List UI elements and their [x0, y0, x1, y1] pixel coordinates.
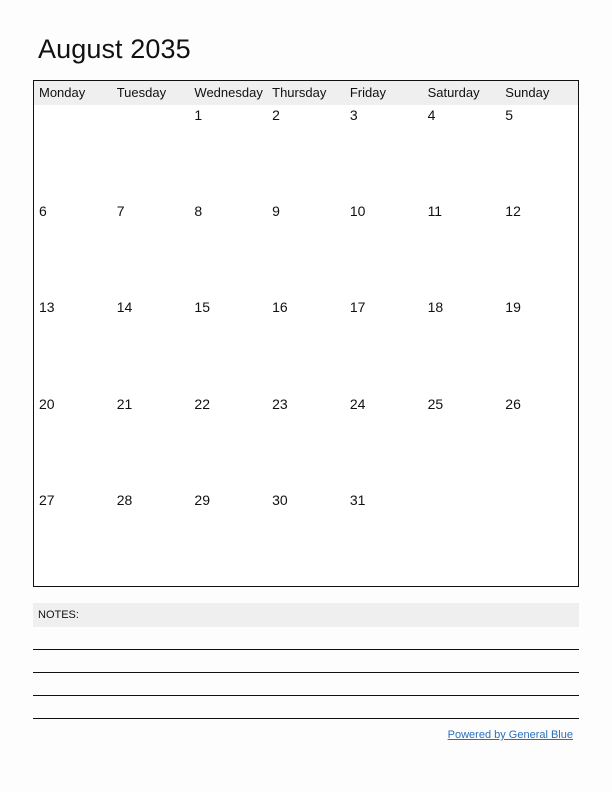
note-line: [33, 672, 579, 673]
day-cell: 31: [349, 491, 366, 508]
day-cell: 4: [427, 107, 436, 123]
page-title: August 2035: [38, 34, 191, 64]
day-cell: 28: [116, 491, 133, 508]
day-cell: 29: [194, 491, 210, 508]
day-cell: 11: [427, 203, 443, 220]
day-cell: 14: [116, 299, 133, 316]
day-cell: 23: [272, 395, 288, 412]
weekday-monday: Monday: [39, 85, 86, 100]
day-cell: 18: [427, 299, 444, 316]
day-cell: 25: [427, 395, 444, 412]
day-cell: 7: [116, 203, 125, 220]
day-cell: 3: [349, 107, 358, 123]
weekday-saturday: Saturday: [427, 85, 480, 100]
day-cell: 27: [39, 491, 55, 508]
note-line: [33, 649, 579, 650]
weekday-wednesday: Wednesday: [194, 85, 263, 100]
notes-header: [33, 603, 579, 627]
empty-day-cell: [423, 490, 501, 586]
powered-by-link[interactable]: Powered by General Blue: [447, 729, 573, 741]
calendar-grid: [33, 80, 579, 587]
day-cell: 22: [194, 395, 210, 412]
weeks-container: [34, 105, 578, 586]
day-cell: 16: [272, 299, 288, 316]
day-cell: 24: [349, 395, 366, 412]
empty-day-cell: [500, 490, 578, 586]
week-row: [34, 105, 578, 201]
day-cell: 5: [505, 107, 514, 123]
empty-day-cell: [112, 105, 190, 201]
week-row: [34, 297, 578, 393]
weekday-tuesday: Tuesday: [116, 85, 167, 100]
day-cell: 13: [39, 299, 55, 316]
day-cell: 9: [272, 203, 280, 220]
weekday-sunday: Sunday: [505, 85, 550, 100]
weekday-header-row: [34, 81, 578, 105]
day-cell: 21: [116, 395, 133, 412]
day-cell: 20: [39, 395, 55, 412]
notes-label: NOTES:: [38, 609, 79, 621]
day-cell: 8: [194, 203, 203, 220]
day-cell: 30: [272, 491, 288, 508]
day-cell: 17: [349, 299, 366, 316]
day-cell: 15: [194, 299, 210, 316]
weekday-friday: Friday: [349, 85, 386, 100]
note-line: [33, 718, 579, 719]
week-row: [34, 490, 578, 586]
day-cell: 10: [349, 203, 366, 220]
day-cell: 26: [505, 395, 521, 412]
note-line: [33, 695, 579, 696]
day-cell: 1: [194, 107, 203, 123]
empty-day-cell: [34, 105, 112, 201]
day-cell: 19: [505, 299, 521, 316]
day-cell: 2: [272, 107, 280, 123]
day-cell: 6: [39, 203, 47, 220]
week-row: [34, 394, 578, 490]
weekday-thursday: Thursday: [272, 85, 327, 100]
day-cell: 12: [505, 203, 521, 220]
week-row: [34, 201, 578, 297]
